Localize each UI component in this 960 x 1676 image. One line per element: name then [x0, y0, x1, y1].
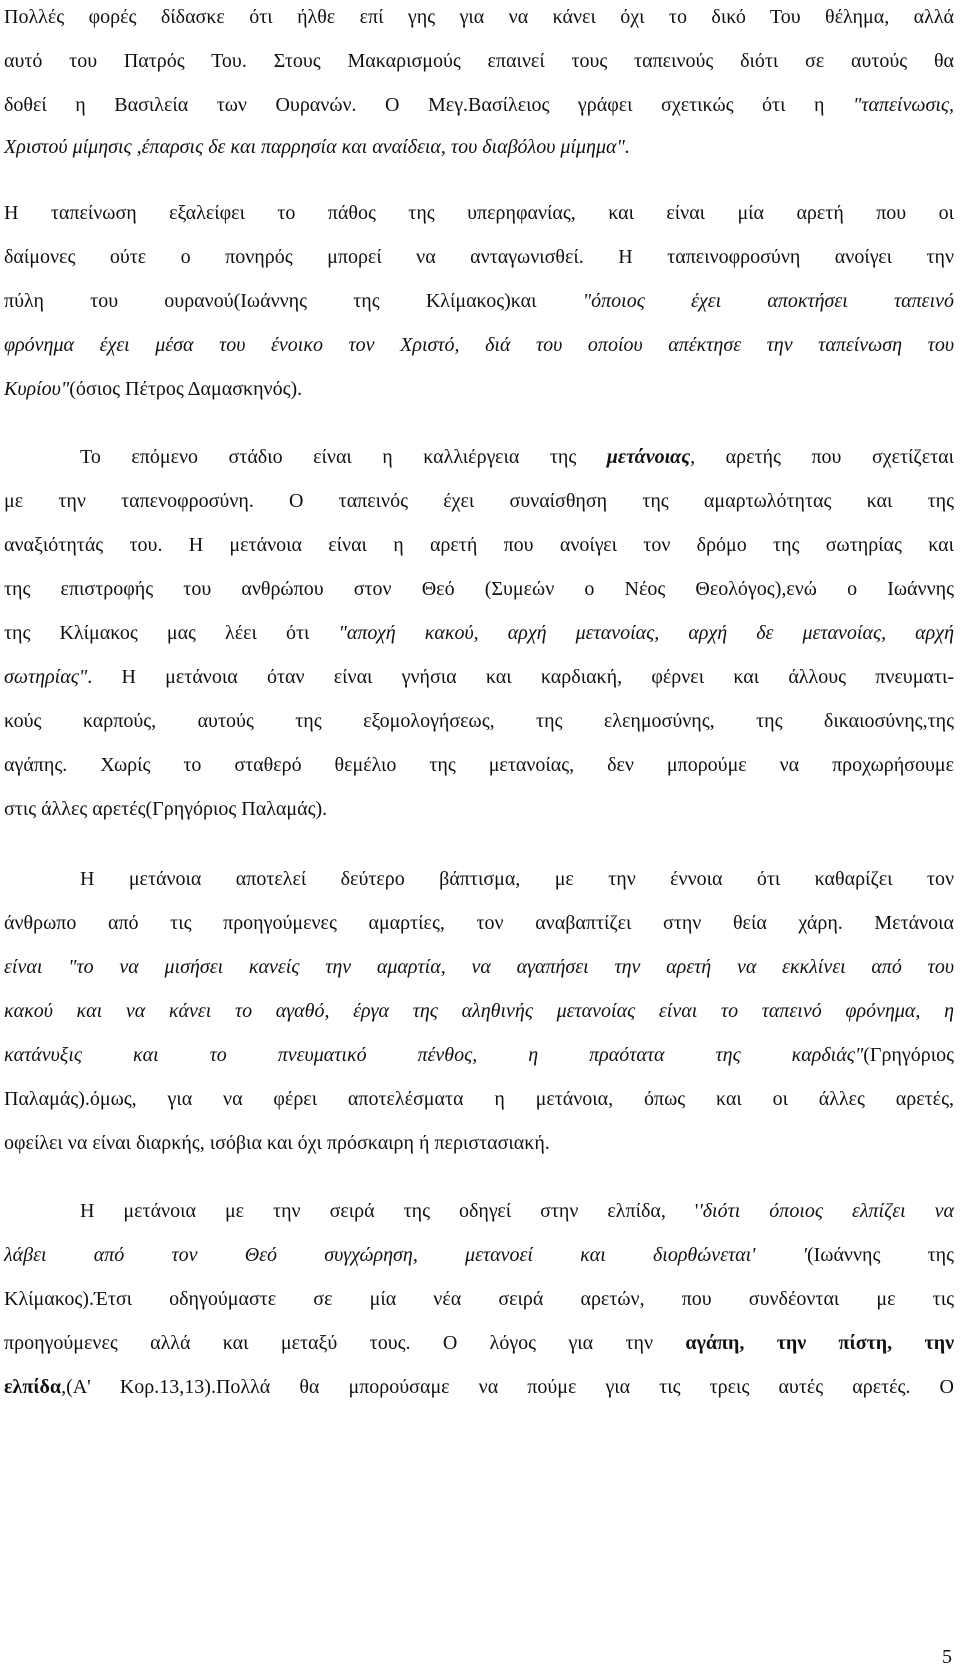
text-segment: ελπίδα [4, 1376, 62, 1398]
text-line [4, 200, 954, 226]
text-line [4, 1086, 954, 1112]
text-segment: αγάπη, την πίστη, την [685, 1332, 954, 1354]
text-segment: ,(Α' Κορ.13,13).Πολλά θα μπορούσαμε να πούμε για τις τρεις αυτές αρετές. Ο [61, 1376, 954, 1398]
text-line [4, 332, 954, 358]
text-segment: Η μετάνοια με την σειρά της οδηγεί στην ελπίδα, ' [80, 1200, 699, 1222]
text-segment: πύλη του ουρανού(Ιωάννης της Κλίμακος)και [4, 290, 583, 312]
page-number: 5 [942, 1646, 952, 1668]
text-segment: Κυρίου" [4, 378, 70, 400]
text-line [4, 910, 954, 936]
text-segment: Κλίμακος).Έτσι οδηγούμαστε σε μία νέα σειρά αρετών, που συνδέονται με τις [4, 1288, 954, 1310]
text-segment: "ταπείνωσις, [852, 94, 954, 116]
text-line [4, 4, 954, 30]
text-line [4, 796, 954, 822]
text-line [4, 1330, 954, 1356]
text-segment: της επιστροφής του ανθρώπου στον Θεό (Συμεών ο Νέος Θεολόγος),ενώ ο Ιωάννης [4, 578, 954, 600]
text-segment: Χριστού μίμησις ,έπαρσις δε και παρρησία και αναίδεια, του διαβόλου μίμημα". [4, 136, 630, 158]
text-segment: δοθεί η Βασιλεία των Ουρανών. Ο Μεγ.Βασίλειος γράφει σχετικώς ότι η [4, 94, 853, 116]
text-line [4, 664, 954, 690]
text-segment: "όποιος έχει αποκτήσει ταπεινό [582, 290, 954, 312]
text-segment: κακού και να κάνει το αγαθό, έργα της αληθινής μετανοίας είναι το ταπεινό φρόνημα, η [4, 1000, 954, 1022]
text-segment: , αρετής που σχετίζεται [690, 446, 954, 468]
text-segment: αγάπης. Χωρίς το σταθερό θεμέλιο της μετανοίας, δεν μπορούμε να προχωρήσουμε [4, 754, 954, 776]
text-segment: μετάνοιας [606, 446, 691, 468]
text-segment: είναι "το να μισήσει κανείς την αμαρτία, να αγαπήσει την αρετή να εκκλίνει από του [4, 956, 954, 978]
text-line [4, 92, 954, 118]
text-segment: Πολλές φορές δίδασκε ότι ήλθε επί γης για να κάνει όχι το δικό Του θέλημα, αλλά [4, 6, 954, 28]
text-line [4, 444, 954, 470]
text-segment: λάβει από τον Θεό συγχώρηση, μετανοεί και διορθώνεται' ' [4, 1244, 807, 1266]
text-line [4, 954, 954, 980]
text-line [4, 1042, 954, 1068]
text-segment: αναξιότητάς του. Η μετάνοια είναι η αρετή που ανοίγει τον δρόμο της σωτηρίας και [4, 534, 954, 556]
text-segment: φρόνημα έχει μέσα του ένοικο τον Χριστό, διά του οποίου απέκτησε την ταπείνωση του [4, 334, 954, 356]
text-segment: σωτηρίας" [4, 666, 88, 688]
text-line [4, 1286, 954, 1312]
text-segment: (Ιωάννης της [806, 1244, 955, 1266]
text-segment: στις άλλες αρετές(Γρηγόριος Παλαμάς). [4, 798, 328, 820]
text-segment: αυτό του Πατρός Του. Στους Μακαρισμούς επαινεί τους ταπεινούς διότι σε αυτούς θα [4, 50, 954, 72]
text-segment: δαίμονες ούτε ο πονηρός μπορεί να ανταγωνισθεί. Η ταπεινοφροσύνη ανοίγει την [4, 246, 954, 268]
text-line [4, 48, 954, 74]
text-line [4, 1198, 954, 1224]
text-segment: (όσιος Πέτρος Δαμασκηνός). [69, 378, 303, 400]
text-segment: Η μετάνοια αποτελεί δεύτερο βάπτισμα, με την έννοια ότι καθαρίζει τον [80, 868, 954, 890]
text-line [4, 708, 954, 734]
text-segment: (Γρηγόριος [863, 1044, 954, 1066]
text-line [4, 1374, 954, 1400]
text-line [4, 532, 954, 558]
text-segment: Παλαμάς).όμως, για να φέρει αποτελέσματα η μετάνοια, όπως και οι άλλες αρετές, [4, 1088, 954, 1110]
text-line [4, 576, 954, 602]
text-segment: άνθρωπο από τις προηγούμενες αμαρτίες, τον αναβαπτίζει στην θεία χάρη. Μετάνοια [4, 912, 954, 934]
text-segment: 'διότι όποιος ελπίζει να [698, 1200, 954, 1222]
text-segment: Η ταπείνωση εξαλείφει το πάθος της υπερηφανίας, και είναι μία αρετή που οι [4, 202, 954, 224]
text-segment: Το επόμενο στάδιο είναι η καλλιέργεια της [80, 446, 607, 468]
text-line [4, 620, 954, 646]
text-line [4, 288, 954, 314]
text-line [4, 376, 954, 402]
text-line [4, 998, 954, 1024]
text-line [4, 1130, 954, 1156]
text-segment: κατάνυξις και το πνευματικό πένθος, η πραότατα της καρδιάς" [4, 1044, 864, 1066]
text-segment: κούς καρπούς, αυτούς της εξομολογήσεως, της ελεημοσύνης, της δικαιοσύνης,της [4, 710, 954, 732]
text-segment: "αποχή κακού, αρχή μετανοίας, αρχή δε μετανοίας, αρχή [338, 622, 954, 644]
text-line [4, 1242, 954, 1268]
text-line [4, 866, 954, 892]
text-segment: . Η μετάνοια όταν είναι γνήσια και καρδιακή, φέρνει και άλλους πνευματι- [87, 666, 954, 688]
text-line [4, 488, 954, 514]
text-segment: της Κλίμακος μας λέει ότι [4, 622, 339, 644]
text-line [4, 752, 954, 778]
text-line [4, 134, 954, 160]
text-segment: οφείλει να είναι διαρκής, ισόβια και όχι πρόσκαιρη ή περιστασιακή. [4, 1132, 550, 1154]
text-line [4, 244, 954, 270]
text-segment: προηγούμενες αλλά και μεταξύ τους. Ο λόγος για την [4, 1332, 686, 1354]
text-segment: με την ταπενοφροσύνη. Ο ταπεινός έχει συναίσθηση της αμαρτωλότητας και της [4, 490, 954, 512]
